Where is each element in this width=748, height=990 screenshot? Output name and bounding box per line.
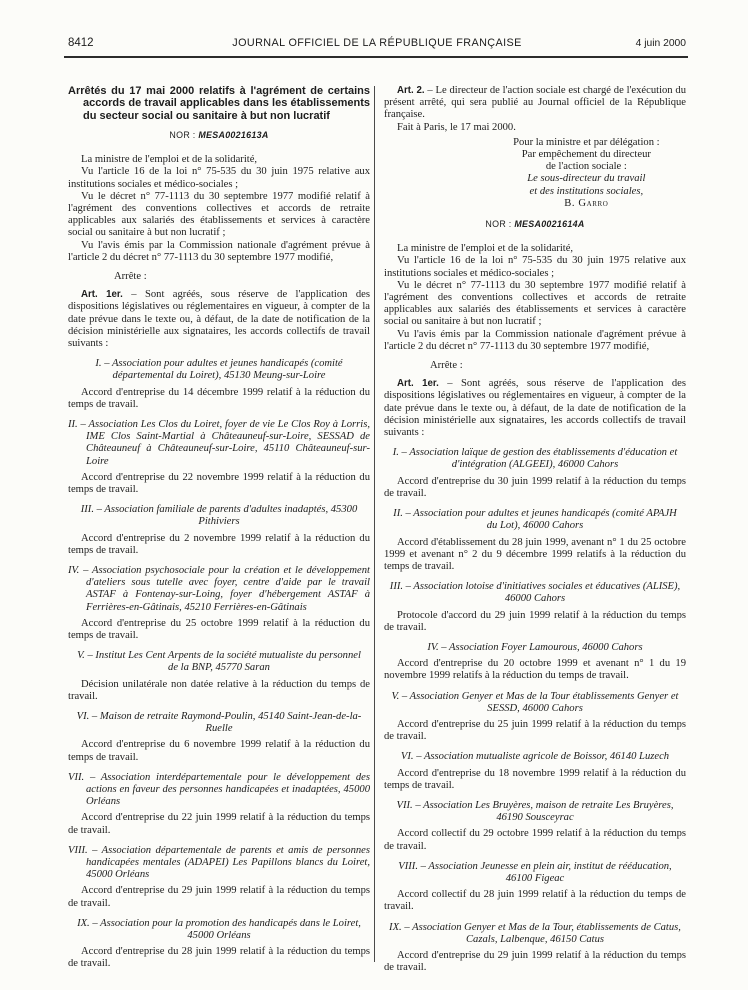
paragraph: Vu l'avis émis par la Commission nationale d'agrément prévue à l'article 2 du décret n° 77-1113 du 30 septembre 1977 modifié,: [68, 239, 370, 263]
item-heading: IX. – Association Genyer et Mas de la Tour, établissements de Catus, Cazals, Lalbenque, 46150 Catus: [389, 921, 681, 945]
paragraph: La ministre de l'emploi et de la solidarité,: [81, 154, 258, 166]
paragraph: Décision unilatérale non datée relative à la réduction du temps de travail.: [68, 678, 370, 702]
journal-title: JOURNAL OFFICIEL DE LA RÉPUBLIQUE FRANÇAISE: [232, 37, 522, 49]
nor-line: [68, 129, 370, 141]
item-heading: V. – Institut Les Cent Arpents de la société mutualiste du personnel de la BNP, 45770 Saran: [77, 650, 361, 674]
nor-line: [384, 218, 686, 230]
item-heading: VIII. – Association Jeunesse en plein air, institut de rééducation, 46100 Figeac: [398, 860, 672, 884]
article-paragraph: [384, 378, 686, 439]
item-heading: III. – Association lotoise d'initiatives sociales et éducatives (ALISE), 46000 Cahors: [389, 581, 681, 605]
paragraph: Accord d'entreprise du 29 juin 1999 relatif à la réduction du temps de travail.: [384, 949, 686, 974]
signature-line: B. Garro: [564, 197, 609, 209]
paragraph: Accord d'entreprise du 29 juin 1999 relatif à la réduction du temps de travail.: [68, 885, 370, 909]
header-rule: [64, 56, 688, 58]
paragraph: Vu le décret n° 77-1113 du 30 septembre 1977 modifié relatif à l'agrément des conventions collectives et accords de retraite applicables aux salariés des établissements et services à caractère social ou sanitaire à but non lucratif ;: [384, 279, 686, 328]
paragraph: Accord collectif du 28 juin 1999 relatif à la réduction du temps de travail.: [384, 889, 686, 913]
paragraph: Vu l'avis émis par la Commission nationale d'agrément prévue à l'article 2 du décret n° 77-1113 du 30 septembre 1977 modifié,: [384, 328, 686, 352]
article-number: Art. 1er.: [81, 289, 123, 301]
arrete-line: Arrête :: [430, 360, 463, 372]
item-heading: IV. – Association Foyer Lamourous, 46000 Cahors: [427, 641, 643, 653]
paragraph: Accord d'entreprise du 22 novembre 1999 relatif à la réduction du temps de travail.: [68, 471, 370, 495]
arrete-line: Arrête :: [114, 270, 147, 282]
right-column: [384, 85, 686, 974]
item-heading: IX. – Association pour la promotion des handicapés dans le Loiret, 45000 Orléans: [77, 917, 361, 942]
item-heading: IV. – Association psychosociale pour la création et le développement d'ateliers sous tutelle avec foyer, centre d'aide par le travail ASTAF à Fontenay-sur-Loing, foyer d'hébergement ASTAF à Ferrières-en-Gâtinais, 45210 Ferrières-en-Gâtinais: [68, 564, 370, 613]
paragraph: Accord collectif du 29 octobre 1999 relatif à la réduction du temps de travail.: [384, 828, 686, 852]
nor-code: MESA0021613A: [198, 129, 269, 140]
issue-date: 4 juin 2000: [635, 38, 686, 49]
paragraph: Accord d'entreprise du 18 novembre 1999 relatif à la réduction du temps de travail.: [384, 767, 686, 791]
paragraph: Accord d'entreprise du 2 novembre 1999 relatif à la réduction du temps de travail.: [68, 532, 370, 556]
article-text: – Le directeur de l'action sociale est chargé de l'exécution du présent arrêté, qui sera publié au Journal officiel de la République française.: [384, 85, 686, 121]
article-paragraph: [68, 289, 370, 350]
signature-line: Le sous-directeur du travail: [527, 173, 646, 185]
paragraph: Accord d'établissement du 28 juin 1999, avenant n° 1 du 25 octobre 1999 et avenant n° 2 du 9 décembre 1999 relatifs à la réduction du temps de travail.: [384, 536, 686, 572]
paragraph: Accord d'entreprise du 20 octobre 1999 et avenant n° 1 du 19 novembre 1999 relatifs à la réduction du temps de travail.: [384, 658, 686, 682]
item-heading: VII. – Association interdépartementale pour le développement des actions en faveur des personnes handicapées et inadaptées, 45000 Orléans: [68, 771, 370, 808]
page-header: [68, 36, 686, 52]
item-heading: VI. – Maison de retraite Raymond-Poulin, 45140 Saint-Jean-de-la-Ruelle: [76, 711, 362, 735]
article-paragraph: [384, 85, 686, 122]
paragraph: Accord d'entreprise du 6 novembre 1999 relatif à la réduction du temps de travail.: [68, 739, 370, 763]
paragraph: Vu le décret n° 77-1113 du 30 septembre 1977 modifié relatif à l'agrément des conventions collectives et accords de retraite applicables aux salariés des établissements et services à caractère social ou sanitaire à but non lucratif ;: [68, 190, 370, 239]
item-heading: VIII. – Association départementale de parents et amis de personnes handicapées mentales (ADAPEI) Les Papillons blancs du Loiret, 45000 Orléans: [68, 844, 370, 881]
signature-line: Pour la ministre et par délégation :: [513, 136, 660, 148]
paragraph: Accord d'entreprise du 25 octobre 1999 relatif à la réduction du temps de travail.: [68, 617, 370, 641]
arretes-title: Arrêtés du 17 mai 2000 relatifs à l'agrément de certains accords de travail applicables dans les établissements du secteur social ou sanitaire à but non lucratif: [68, 85, 370, 122]
paragraph: Accord d'entreprise du 30 juin 1999 relatif à la réduction du temps de travail.: [384, 475, 686, 499]
article-number: Art. 1er.: [397, 378, 439, 390]
paragraph: Protocole d'accord du 29 juin 1999 relatif à la réduction du temps de travail.: [384, 609, 686, 633]
paragraph: Vu l'article 16 de la loi n° 75-535 du 30 juin 1975 relative aux institutions sociales et médico-sociales ;: [384, 255, 686, 279]
paragraph: Accord d'entreprise du 25 juin 1999 relatif à la réduction du temps de travail.: [384, 718, 686, 743]
paragraph: La ministre de l'emploi et de la solidarité,: [397, 243, 574, 255]
item-heading: V. – Association Genyer et Mas de la Tour établissements Genyer et SESSD, 46000 Cahors: [391, 690, 679, 714]
nor-code: MESA0021614A: [514, 219, 585, 230]
item-heading: III. – Association familiale de parents d'adultes inadaptés, 45300 Pithiviers: [80, 504, 358, 528]
item-heading: I. – Association laïque de gestion des établissements d'éducation et d'intégration (ALGEEI), 46000 Cahors: [392, 447, 678, 471]
article-text: – Sont agréés, sous réserve de l'application des dispositions législatives ou réglementaires en vigueur, à compter de la date prévue dans le texte ou, à défaut, de la date de notification de la décision ministérielle aux signataires, les accords collectifs de travail suivants :: [68, 289, 371, 349]
article-number: Art. 2.: [397, 85, 425, 96]
item-heading: VI. – Association mutualiste agricole de Boissor, 46140 Luzech: [400, 751, 670, 763]
paragraph: Accord d'entreprise du 14 décembre 1999 relatif à la réduction du temps de travail.: [68, 386, 370, 410]
item-heading: II. – Association Les Clos du Loiret, foyer de vie Le Clos Roy à Lorris, IME Clos Saint-Martial à Châteauneuf-sur-Loire, SESSAD de Châteauneuf à Châteauneuf-sur-Loire, 45110 Châteauneuf-sur-Loire: [68, 418, 370, 467]
paragraph: Accord d'entreprise du 22 juin 1999 relatif à la réduction du temps de travail.: [68, 812, 370, 836]
signature-line: et des institutions sociales,: [529, 185, 644, 197]
signature-line: Par empêchement du directeur: [521, 149, 651, 161]
nor-label: NOR :: [485, 219, 512, 230]
left-column: [68, 85, 370, 971]
signature-block: [487, 137, 686, 210]
item-heading: VII. – Association Les Bruyères, maison de retraite Les Bruyères, 46190 Sousceyrac: [396, 799, 674, 824]
item-heading: I. – Association pour adultes et jeunes handicapés (comité départemental du Loiret), 45130 Meung-sur-Loire: [95, 358, 343, 382]
paragraph: Accord d'entreprise du 28 juin 1999 relatif à la réduction du temps de travail.: [68, 946, 370, 970]
paragraph: Fait à Paris, le 17 mai 2000.: [397, 121, 516, 133]
paragraph: Vu l'article 16 de la loi n° 75-535 du 30 juin 1975 relative aux institutions sociales et médico-sociales ;: [68, 166, 370, 190]
item-heading: II. – Association pour adultes et jeunes handicapés (comité APAJH du Lot), 46000 Cahors: [393, 508, 677, 532]
article-text: – Sont agréés, sous réserve de l'application des dispositions législatives ou réglementaires en vigueur, à compter de la date prévue dans le texte ou, à défaut, de la date de notification de la décision ministérielle aux signataires, les accords collectifs de travail suivants :: [384, 378, 687, 439]
column-divider: [374, 86, 375, 962]
page-number: 8412: [68, 37, 94, 49]
nor-label: NOR :: [169, 129, 196, 140]
signature-line: de l'action sociale :: [545, 161, 627, 173]
